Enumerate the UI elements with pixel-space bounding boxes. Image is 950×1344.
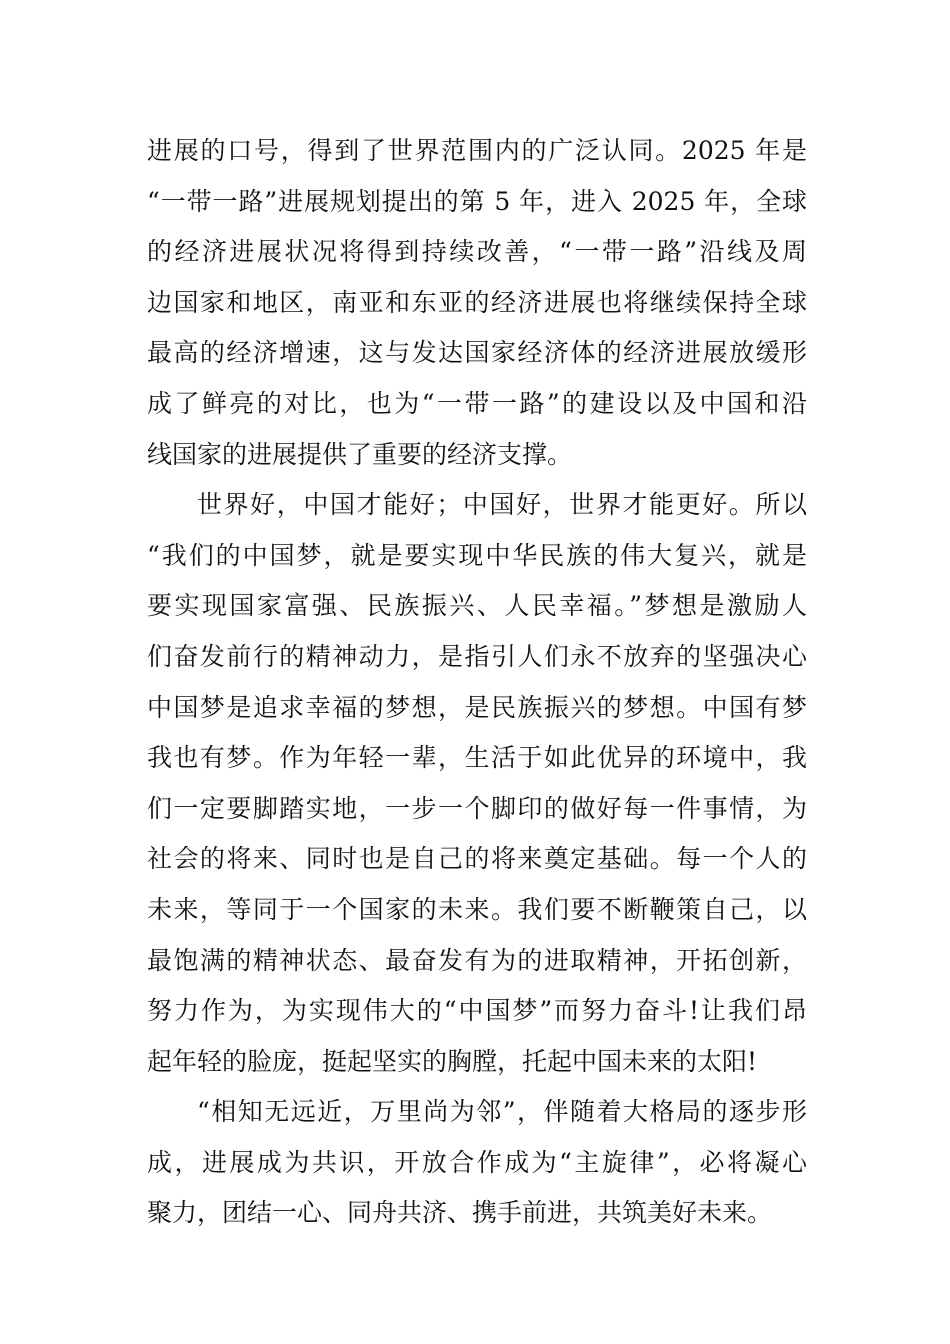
body-text: [147, 126, 807, 1239]
text-line: “一带一路”进展规划提出的第 5 年，进入 2025 年，全球: [147, 186, 807, 216]
text-line: 最高的经济增速，这与发达国家经济体的经济进展放缓形: [147, 338, 807, 368]
text-line: 成，进展成为共识，开放合作成为“主旋律”，必将凝心: [147, 1147, 807, 1177]
text-line: 聚力，团结一心、同舟共济、携手前进，共筑美好未来。: [147, 1198, 773, 1228]
text-line: 们一定要脚踏实地，一步一个脚印的做好每一件事情，为: [147, 793, 807, 823]
text-line: 努力作为，为实现伟大的“中国梦”而努力奋斗!让我们昂: [147, 996, 807, 1026]
text-line: 起年轻的脸庞，挺起坚实的胸膛，托起中国未来的太阳!: [147, 1046, 758, 1076]
text-line: 世界好，中国才能好；中国好，世界才能更好。所以: [197, 490, 807, 520]
text-line: 最饱满的精神状态、最奋发有为的进取精神，开拓创新，: [147, 945, 807, 975]
text-line: 成了鲜亮的对比，也为“一带一路”的建设以及中国和沿: [147, 388, 807, 418]
text-line: “我们的中国梦，就是要实现中华民族的伟大复兴，就是: [147, 540, 807, 570]
text-line: “相知无远近，万里尚为邻”，伴随着大格局的逐步形: [197, 1097, 807, 1127]
text-line: 的经济进展状况将得到持续改善，“一带一路”沿线及周: [147, 237, 807, 267]
text-line: 进展的口号，得到了世界范围内的广泛认同。2025 年是: [147, 136, 807, 165]
text-line: 中国梦是追求幸福的梦想，是民族振兴的梦想。中国有梦: [147, 692, 807, 722]
text-line: 线国家的进展提供了重要的经济支撑。: [147, 439, 573, 469]
text-line: 要实现国家富强、民族振兴、人民幸福。”梦想是激励人: [147, 591, 807, 621]
text-line: 社会的将来、同时也是自己的将来奠定基础。每一个人的: [147, 844, 807, 874]
text-line: 我也有梦。作为年轻一辈，生活于如此优异的环境中，我: [147, 743, 807, 773]
text-line: 们奋发前行的精神动力，是指引人们永不放弃的坚强决心: [147, 641, 807, 671]
text-line: 未来，等同于一个国家的未来。我们要不断鞭策自己，以: [147, 894, 807, 924]
text-line: 边国家和地区，南亚和东亚的经济进展也将继续保持全球: [147, 287, 807, 317]
